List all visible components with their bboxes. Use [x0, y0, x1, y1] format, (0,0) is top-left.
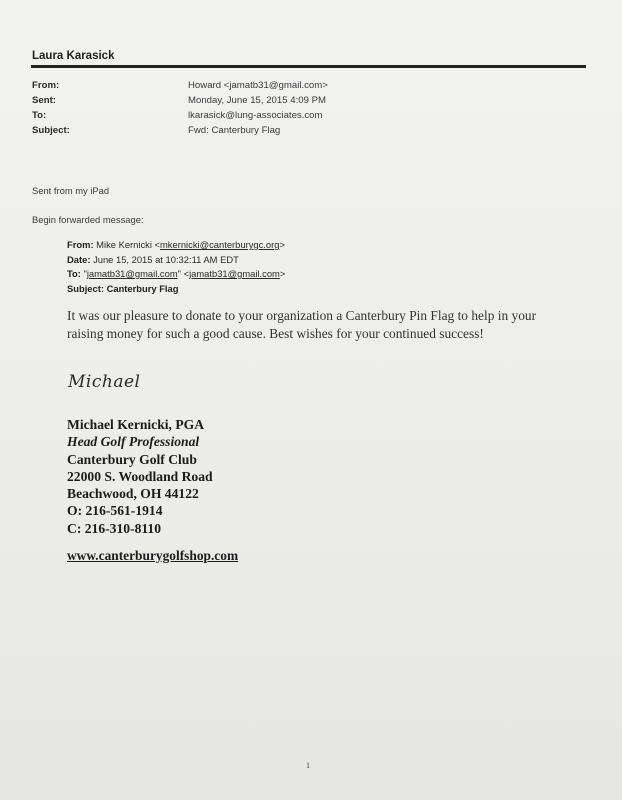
sent-value: Monday, June 15, 2015 4:09 PM: [188, 95, 326, 106]
document-author: Laura Karasick: [32, 50, 115, 62]
fwd-to-row: To: "jamatb31@gmail.com" <jamatb31@gmail.com>: [67, 268, 286, 279]
fwd-to-email-link[interactable]: jamatb31@gmail.com: [189, 268, 280, 279]
header-rule: [31, 65, 586, 68]
sender-name: Michael Kernicki, PGA: [67, 417, 205, 432]
sender-cell-phone: C: 216-310-8110: [67, 520, 162, 536]
fwd-from-email-link[interactable]: mkernicki@canterburygc.org: [160, 239, 280, 250]
fwd-to-quoted-email-link[interactable]: jamatb31@gmail.com: [86, 268, 178, 279]
sender-club: Canterbury Golf Club: [67, 451, 197, 467]
website-link[interactable]: www.canterburygolfshop.com: [67, 548, 239, 563]
forwarded-header: [67, 238, 567, 296]
fwd-date-row: [67, 253, 567, 268]
sender-city: Beachwood, OH 44122: [67, 486, 199, 502]
message-body: It was our pleasure to donate to your organization a Canterbury Pin Flag to help in your raising money for such a good cause. Best wishes for your continued success!: [67, 308, 537, 341]
sender-street: 22000 S. Woodland Road: [67, 468, 213, 484]
header-subject-row: [32, 123, 572, 138]
fwd-date-value: June 15, 2015 at 10:32:11 AM EDT: [93, 253, 239, 265]
sent-label: Sent:: [32, 95, 56, 106]
fwd-from-close: >: [279, 239, 285, 250]
fwd-from-label: From:: [67, 239, 94, 250]
page-number: 1: [306, 761, 310, 770]
fwd-subject-row: [67, 282, 567, 297]
sender-title: Head Golf Professional: [67, 434, 200, 450]
signature-block: [67, 416, 213, 537]
header-to-row: [32, 108, 572, 123]
fwd-to-label: To:: [67, 268, 81, 279]
from-value: Howard <jamatb31@gmail.com>: [188, 80, 328, 91]
subject-value: Fwd: Canterbury Flag: [188, 125, 281, 136]
subject-label: Subject:: [32, 125, 70, 136]
fwd-subject-label: Subject:: [67, 282, 104, 294]
fwd-from-row: [67, 238, 567, 253]
sent-from-note: Sent from my iPad: [32, 185, 110, 196]
handwritten-signature: Michael: [68, 372, 141, 392]
begin-forwarded-note: Begin forwarded message:: [32, 214, 144, 225]
header-from-row: [32, 78, 572, 93]
header-sent-row: [32, 93, 572, 108]
email-header: [32, 78, 572, 138]
from-label: From:: [32, 80, 60, 91]
fwd-from-name: Mike Kernicki <: [96, 239, 160, 250]
fwd-subject-value: Canterbury Flag: [106, 282, 179, 294]
sender-office-phone: O: 216-561-1914: [67, 503, 163, 519]
to-value: lkarasick@lung-associates.com: [188, 110, 323, 121]
fwd-date-label: Date:: [67, 253, 91, 265]
to-label: To:: [32, 110, 47, 121]
